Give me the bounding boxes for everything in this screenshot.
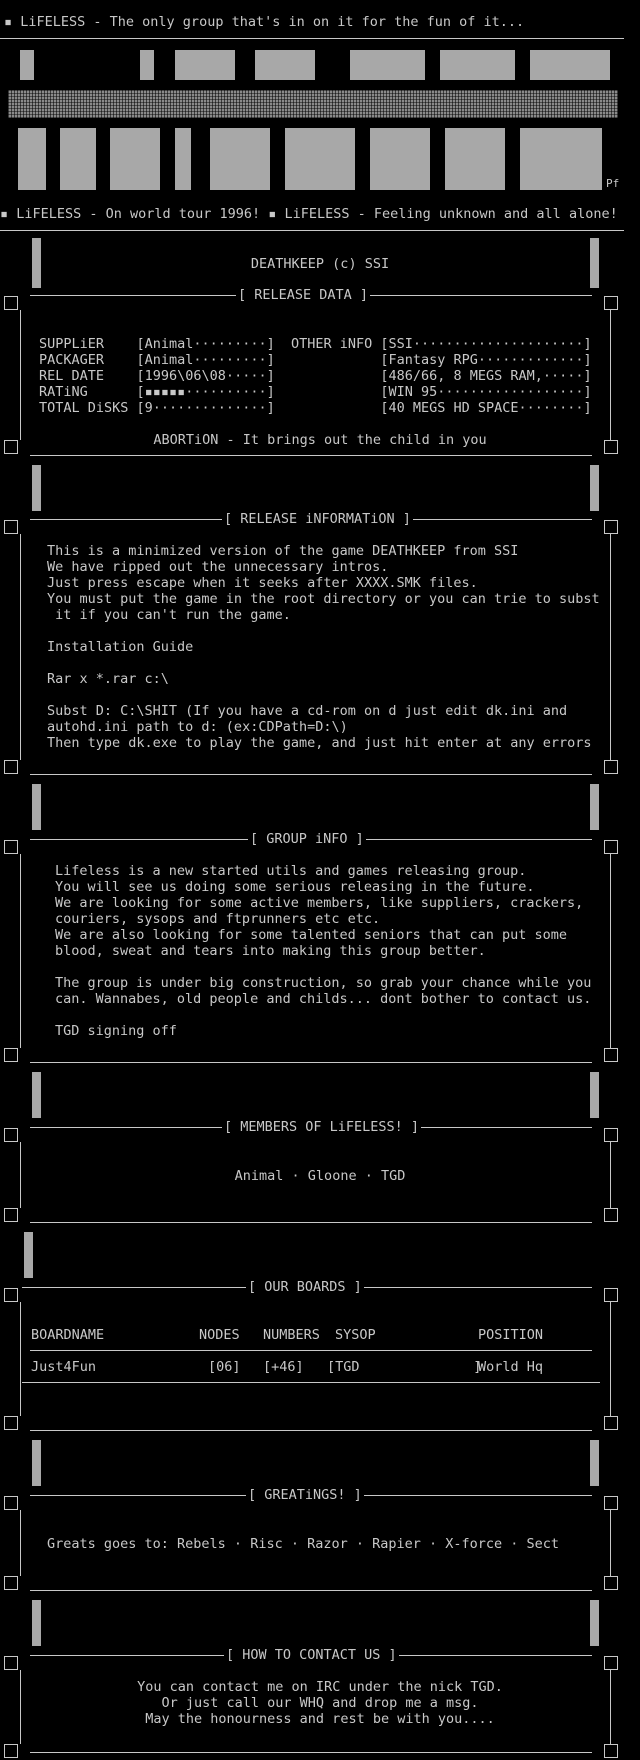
column-header: BOARDNAME	[31, 1327, 105, 1343]
release-info-line: This is a minimized version of the game DEATHKEEP from SSI	[47, 543, 519, 559]
board-numbers: [+46]	[263, 1359, 304, 1375]
board-position: World Hq	[478, 1359, 544, 1375]
logo-signature: Pf	[606, 177, 620, 190]
release-info-line: Subst D: C:\SHIT (If you have a cd-rom on d just edit dk.ini and	[47, 703, 568, 719]
release-tagline: ABORTiON - It brings out the child in you	[153, 432, 487, 448]
section-header-contact: [ HOW TO CONTACT US ]	[226, 1647, 397, 1663]
release-data-row: PACKAGER [Animal·········] [Fantasy RPG·············]	[39, 352, 592, 368]
board-name: Just4Fun	[31, 1359, 97, 1375]
greetings-text: Greats goes to: Rebels · Risc · Razor · Rapier · X-force · Sect	[47, 1536, 560, 1552]
section-header-members: [ MEMBERS OF LiFELESS! ]	[224, 1119, 420, 1135]
release-info-line: Then type dk.exe to play the game, and just hit enter at any errors	[47, 735, 592, 751]
group-info-line: You will see us doing some serious releasing in the future.	[55, 879, 535, 895]
release-data-row: RATiNG [▪▪▪▪▪··········] [WIN 95··················]	[39, 384, 592, 400]
column-header: NODES	[199, 1327, 240, 1343]
column-header: POSITION	[478, 1327, 544, 1343]
board-sysop: [TGD ]	[327, 1359, 482, 1375]
divider	[0, 230, 624, 231]
divider	[0, 38, 624, 39]
release-info-line: We have ripped out the unnecessary intros.	[47, 559, 389, 575]
release-info-line: Rar x *.rar c:\	[47, 671, 169, 687]
column-header: SYSOP	[335, 1327, 376, 1343]
section-header-release-data: [ RELEASE DATA ]	[238, 287, 369, 303]
group-info-line: can. Wannabes, old people and childs... dont bother to contact us.	[55, 991, 592, 1007]
tour-banner-text: ▪ LiFELESS - On world tour 1996! ▪ LiFELESS - Feeling unknown and all alone!	[0, 206, 618, 222]
group-info-line: couriers, sysops and ftprunners etc etc.	[55, 911, 381, 927]
group-info-line: The group is under big construction, so grab your chance while you	[55, 975, 592, 991]
release-info-line: autohd.ini path to d: (ex:CDPath=D:\)	[47, 719, 348, 735]
section-header-group-info: [ GROUP iNFO ]	[250, 831, 364, 847]
release-info-line: Installation Guide	[47, 639, 194, 655]
release-data-row: SUPPLiER [Animal·········] OTHER iNFO [SSI·····················]	[39, 336, 592, 352]
release-data-row: REL DATE [1996\06\08·····] [486/66, 8 MEGS RAM,·····]	[39, 368, 592, 384]
release-info-line: Just press escape when it seeks after XXXX.SMK files.	[47, 575, 478, 591]
contact-line: You can contact me on IRC under the nick TGD.	[137, 1679, 503, 1695]
group-info-line: Lifeless is a new started utils and games releasing group.	[55, 863, 527, 879]
release-info-line: You must put the game in the root directory or you can trie to subst	[47, 591, 600, 607]
column-header: NUMBERS	[263, 1327, 320, 1343]
release-info-line: it if you can't run the game.	[47, 607, 291, 623]
contact-line: Or just call our WHQ and drop me a msg.	[161, 1695, 479, 1711]
group-info-line: TGD signing off	[55, 1023, 177, 1039]
top-banner-text: ▪ LiFELESS - The only group that's in on it for the fun of it...	[4, 14, 525, 30]
group-info-line: We are looking for some active members, like suppliers, crackers,	[55, 895, 584, 911]
release-data-row: TOTAL DiSKS [9··············] [40 MEGS HD SPACE········]	[39, 400, 592, 416]
members-list: Animal · Gloone · TGD	[234, 1168, 406, 1184]
board-nodes: [06]	[208, 1359, 241, 1375]
contact-line: May the honourness and rest be with you....	[145, 1711, 495, 1727]
section-header-boards: [ OUR BOARDS ]	[248, 1279, 362, 1295]
release-title: DEATHKEEP (c) SSI	[250, 256, 390, 272]
section-header-greetings: [ GREATiNGS! ]	[248, 1487, 362, 1503]
group-info-line: We are also looking for some talented seniors that can put some	[55, 927, 568, 943]
section-header-release-info: [ RELEASE iNFORMATiON ]	[224, 511, 411, 527]
group-info-line: blood, sweat and tears into making this group better.	[55, 943, 486, 959]
